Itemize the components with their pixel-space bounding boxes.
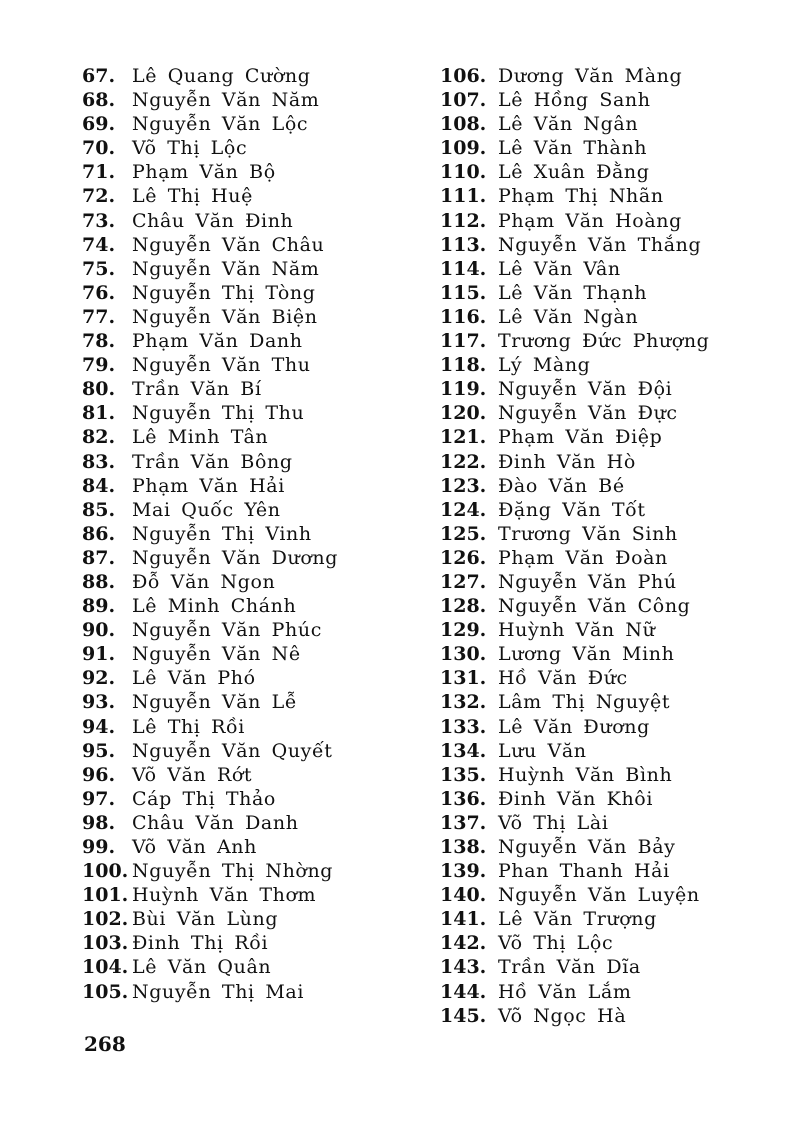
list-item: [82, 233, 412, 257]
entry-name: Lưu Văn: [498, 739, 587, 762]
entry-number: 122.: [440, 450, 487, 473]
list-item: [440, 1004, 770, 1028]
entry-number: 87.: [82, 546, 116, 569]
entry-name: Phạm Văn Danh: [132, 330, 303, 353]
entry-number: 112.: [440, 209, 487, 232]
entry-number: 131.: [440, 667, 487, 690]
list-item: [82, 787, 412, 811]
entry-name: Nguyễn Văn Lộc: [132, 113, 309, 136]
entry-number: 90.: [82, 619, 116, 642]
list-item: [82, 64, 412, 88]
entry-number: 124.: [440, 498, 487, 521]
entry-number: 119.: [440, 378, 487, 401]
entry-name: Đinh Văn Hò: [498, 450, 636, 473]
list-item: [82, 546, 412, 570]
entry-name: Bùi Văn Lùng: [132, 908, 279, 931]
list-item: [440, 425, 770, 449]
entry-name: Đinh Thị Rồi: [132, 932, 269, 955]
list-item: [440, 931, 770, 955]
entry-number: 88.: [82, 570, 116, 593]
entry-number: 141.: [440, 908, 487, 931]
list-item: [440, 257, 770, 281]
page-number: 268: [84, 1032, 126, 1056]
entry-name: Huỳnh Văn Bình: [498, 763, 673, 786]
entry-name: Phạm Văn Điệp: [498, 426, 663, 449]
entry-number: 116.: [440, 305, 487, 328]
entry-number: 117.: [440, 330, 487, 353]
list-item: [440, 88, 770, 112]
entry-number: 136.: [440, 787, 487, 810]
entry-name: Cáp Thị Thảo: [132, 787, 276, 810]
entry-number: 142.: [440, 932, 487, 955]
entry-name: Nguyễn Văn Đực: [498, 402, 678, 425]
list-item: [82, 257, 412, 281]
entry-number: 128.: [440, 595, 487, 618]
list-item: [440, 739, 770, 763]
entry-name: Nguyễn Thị Thu: [132, 402, 305, 425]
entry-number: 86.: [82, 522, 116, 545]
entry-name: Phạm Văn Bộ: [132, 161, 276, 184]
entry-number: 118.: [440, 354, 487, 377]
entry-number: 113.: [440, 233, 487, 256]
list-item: [82, 474, 412, 498]
list-item: [440, 160, 770, 184]
entry-name: Lê Văn Thành: [498, 137, 648, 160]
entry-number: 71.: [82, 161, 116, 184]
entry-name: Huỳnh Văn Thơm: [132, 884, 317, 907]
list-item: [440, 401, 770, 425]
entry-name: Lê Văn Trượng: [498, 908, 657, 931]
entry-name: Nguyễn Văn Thắng: [498, 233, 702, 256]
entry-number: 89.: [82, 595, 116, 618]
entry-name: Lê Văn Phó: [132, 667, 256, 690]
list-item: [440, 522, 770, 546]
entry-number: 85.: [82, 498, 116, 521]
entry-name: Phạm Văn Hải: [132, 474, 285, 497]
list-item: [440, 329, 770, 353]
entry-name: Trần Văn Dĩa: [498, 956, 641, 979]
entry-name: Lê Hồng Sanh: [498, 89, 651, 112]
entry-number: 100.: [82, 860, 129, 883]
list-item: [440, 233, 770, 257]
list-item: [440, 377, 770, 401]
entry-number: 101.: [82, 884, 129, 907]
entry-number: 120.: [440, 402, 487, 425]
list-item: [82, 281, 412, 305]
entry-number: 67.: [82, 65, 116, 87]
list-item: [82, 570, 412, 594]
entry-number: 127.: [440, 570, 487, 593]
entry-number: 144.: [440, 980, 487, 1003]
entry-name: Phạm Văn Hoàng: [498, 209, 682, 232]
list-item: [82, 666, 412, 690]
entry-number: 99.: [82, 836, 116, 858]
entry-name: Nguyễn Văn Lễ: [132, 691, 298, 714]
entry-name: Lê Văn Đương: [498, 715, 650, 738]
entry-name: Lê Quang Cường: [132, 65, 311, 87]
entry-number: 145.: [440, 1004, 487, 1027]
list-item: [440, 955, 770, 979]
list-item: [82, 931, 412, 955]
list-item: [82, 353, 412, 377]
entry-name: Nguyễn Văn Công: [498, 595, 691, 618]
list-item: [440, 859, 770, 883]
list-item: [82, 618, 412, 642]
entry-number: 93.: [82, 691, 116, 714]
entry-number: 70.: [82, 137, 116, 160]
entry-name: Nguyễn Văn Bảy: [498, 836, 676, 858]
list-item: [82, 401, 412, 425]
list-item: [440, 281, 770, 305]
entry-number: 115.: [440, 281, 487, 304]
list-item: [82, 522, 412, 546]
entry-number: 121.: [440, 426, 487, 449]
entry-name: Đỗ Văn Ngon: [132, 570, 276, 593]
list-item: [440, 787, 770, 811]
entry-name: Đặng Văn Tốt: [498, 498, 646, 521]
entry-number: 139.: [440, 860, 487, 883]
entry-name: Lê Thị Rồi: [132, 715, 245, 738]
entry-name: Đinh Văn Khôi: [498, 787, 653, 810]
entry-number: 138.: [440, 836, 487, 858]
entry-name: Nguyễn Văn Luyện: [498, 884, 700, 907]
list-item: [82, 763, 412, 787]
list-item: [440, 642, 770, 666]
entry-number: 129.: [440, 619, 487, 642]
entry-name: Lê Văn Ngàn: [498, 305, 639, 328]
entry-name: Nguyễn Văn Châu: [132, 233, 325, 256]
entry-name: Võ Văn Anh: [132, 836, 257, 858]
list-item: [440, 980, 770, 1004]
list-item: [440, 112, 770, 136]
entry-name: Nguyễn Văn Biện: [132, 305, 318, 328]
entry-name: Trương Văn Sinh: [498, 522, 678, 545]
entry-number: 74.: [82, 233, 116, 256]
list-item: [440, 498, 770, 522]
list-item: [440, 835, 770, 859]
entry-name: Trần Văn Bông: [132, 450, 293, 473]
entry-number: 134.: [440, 739, 487, 762]
list-item: [440, 666, 770, 690]
list-item: [440, 618, 770, 642]
entry-name: Võ Thị Lộc: [132, 137, 248, 160]
entry-number: 80.: [82, 378, 116, 401]
list-item: [82, 955, 412, 979]
list-item: [82, 305, 412, 329]
list-item: [440, 353, 770, 377]
entry-name: Nguyễn Thị Mai: [132, 980, 305, 1003]
list-item: [440, 136, 770, 160]
entry-number: 108.: [440, 113, 487, 136]
list-item: [440, 450, 770, 474]
entry-name: Mai Quốc Yên: [132, 498, 281, 521]
entry-number: 79.: [82, 354, 116, 377]
entry-name: Huỳnh Văn Nữ: [498, 619, 656, 642]
entry-number: 73.: [82, 209, 116, 232]
list-item: [82, 209, 412, 233]
entry-name: Lâm Thị Nguyệt: [498, 691, 671, 714]
list-item: [440, 209, 770, 233]
entry-name: Trương Đức Phượng: [498, 330, 710, 353]
entry-name: Lê Thị Huệ: [132, 185, 253, 208]
list-item: [440, 570, 770, 594]
list-item: [82, 88, 412, 112]
entry-name: Hồ Văn Đức: [498, 667, 628, 690]
entry-name: Nguyễn Thị Tòng: [132, 281, 316, 304]
entry-number: 125.: [440, 522, 487, 545]
entry-number: 106.: [440, 65, 487, 87]
list-item: [440, 64, 770, 88]
entry-name: Nguyễn Văn Nê: [132, 643, 301, 666]
entry-number: 95.: [82, 739, 116, 762]
entry-name: Nguyễn Văn Dương: [132, 546, 338, 569]
entry-number: 98.: [82, 811, 116, 834]
entry-name: Lý Màng: [498, 354, 591, 377]
entry-number: 75.: [82, 257, 116, 280]
entry-name: Trần Văn Bí: [132, 378, 262, 401]
entry-name: Lê Văn Thạnh: [498, 281, 648, 304]
list-item: [82, 160, 412, 184]
entry-number: 91.: [82, 643, 116, 666]
list-item: [82, 690, 412, 714]
entry-number: 130.: [440, 643, 487, 666]
entry-name: Nguyễn Văn Phú: [498, 570, 677, 593]
list-item: [440, 907, 770, 931]
list-item: [82, 329, 412, 353]
entry-name: Nguyễn Thị Vinh: [132, 522, 312, 545]
list-item: [440, 594, 770, 618]
entry-number: 96.: [82, 763, 116, 786]
entry-name: Phạm Văn Đoàn: [498, 546, 668, 569]
name-list-left: [82, 64, 412, 1004]
entry-name: Lê Văn Quân: [132, 956, 272, 979]
entry-number: 143.: [440, 956, 487, 979]
entry-number: 132.: [440, 691, 487, 714]
entry-number: 105.: [82, 980, 129, 1003]
list-item: [82, 184, 412, 208]
list-item: [82, 811, 412, 835]
entry-number: 68.: [82, 89, 116, 112]
entry-name: Lê Xuân Đằng: [498, 161, 650, 184]
entry-number: 102.: [82, 908, 129, 931]
entry-name: Nguyễn Văn Đội: [498, 378, 673, 401]
list-item: [82, 739, 412, 763]
list-item: [82, 594, 412, 618]
entry-name: Châu Văn Đinh: [132, 209, 294, 232]
entry-number: 84.: [82, 474, 116, 497]
entry-number: 133.: [440, 715, 487, 738]
entry-name: Võ Thị Lộc: [498, 932, 614, 955]
entry-name: Nguyễn Văn Quyết: [132, 739, 333, 762]
entry-number: 110.: [440, 161, 487, 184]
list-item: [82, 980, 412, 1004]
entry-number: 94.: [82, 715, 116, 738]
list-item: [82, 642, 412, 666]
entry-number: 72.: [82, 185, 116, 208]
entry-number: 69.: [82, 113, 116, 136]
entry-name: Hồ Văn Lắm: [498, 980, 632, 1003]
entry-name: Lê Văn Ngân: [498, 113, 639, 136]
entry-name: Nguyễn Văn Thu: [132, 354, 311, 377]
entry-name: Đào Văn Bé: [498, 474, 625, 497]
list-item: [82, 136, 412, 160]
entry-name: Võ Văn Rớt: [132, 763, 253, 786]
entry-number: 83.: [82, 450, 116, 473]
entry-number: 140.: [440, 884, 487, 907]
list-item: [440, 763, 770, 787]
entry-number: 135.: [440, 763, 487, 786]
list-item: [82, 883, 412, 907]
list-item: [82, 498, 412, 522]
list-item: [440, 811, 770, 835]
entry-number: 78.: [82, 330, 116, 353]
entry-number: 111.: [440, 185, 487, 208]
entry-number: 82.: [82, 426, 116, 449]
entry-name: Dương Văn Màng: [498, 65, 683, 87]
entry-number: 92.: [82, 667, 116, 690]
entry-number: 137.: [440, 811, 487, 834]
list-item: [82, 907, 412, 931]
entry-number: 114.: [440, 257, 487, 280]
name-list-right: [440, 64, 770, 1028]
list-item: [82, 377, 412, 401]
entry-number: 76.: [82, 281, 116, 304]
list-item: [82, 835, 412, 859]
entry-number: 97.: [82, 787, 116, 810]
entry-name: Võ Thị Lài: [498, 811, 609, 834]
entry-number: 126.: [440, 546, 487, 569]
list-item: [82, 859, 412, 883]
entry-name: Võ Ngọc Hà: [498, 1004, 627, 1027]
entry-name: Phan Thanh Hải: [498, 860, 670, 883]
entry-number: 107.: [440, 89, 487, 112]
list-item: [440, 474, 770, 498]
entry-name: Nguyễn Thị Nhờng: [132, 860, 334, 883]
entry-name: Nguyễn Văn Năm: [132, 257, 320, 280]
entry-name: Nguyễn Văn Năm: [132, 89, 320, 112]
entry-name: Lương Văn Minh: [498, 643, 675, 666]
entry-name: Nguyễn Văn Phúc: [132, 619, 322, 642]
entry-number: 109.: [440, 137, 487, 160]
entry-number: 81.: [82, 402, 116, 425]
list-item: [440, 546, 770, 570]
entry-name: Lê Minh Tân: [132, 426, 269, 449]
list-item: [440, 690, 770, 714]
list-item: [82, 112, 412, 136]
entry-name: Lê Văn Vân: [498, 257, 621, 280]
list-item: [440, 715, 770, 739]
entry-number: 103.: [82, 932, 129, 955]
list-item: [440, 883, 770, 907]
list-item: [82, 715, 412, 739]
entry-name: Châu Văn Danh: [132, 811, 299, 834]
entry-number: 77.: [82, 305, 116, 328]
list-item: [440, 305, 770, 329]
list-item: [82, 425, 412, 449]
list-item: [82, 450, 412, 474]
entry-name: Phạm Thị Nhãn: [498, 185, 664, 208]
entry-name: Lê Minh Chánh: [132, 595, 297, 618]
list-item: [440, 184, 770, 208]
entry-number: 123.: [440, 474, 487, 497]
entry-number: 104.: [82, 956, 129, 979]
